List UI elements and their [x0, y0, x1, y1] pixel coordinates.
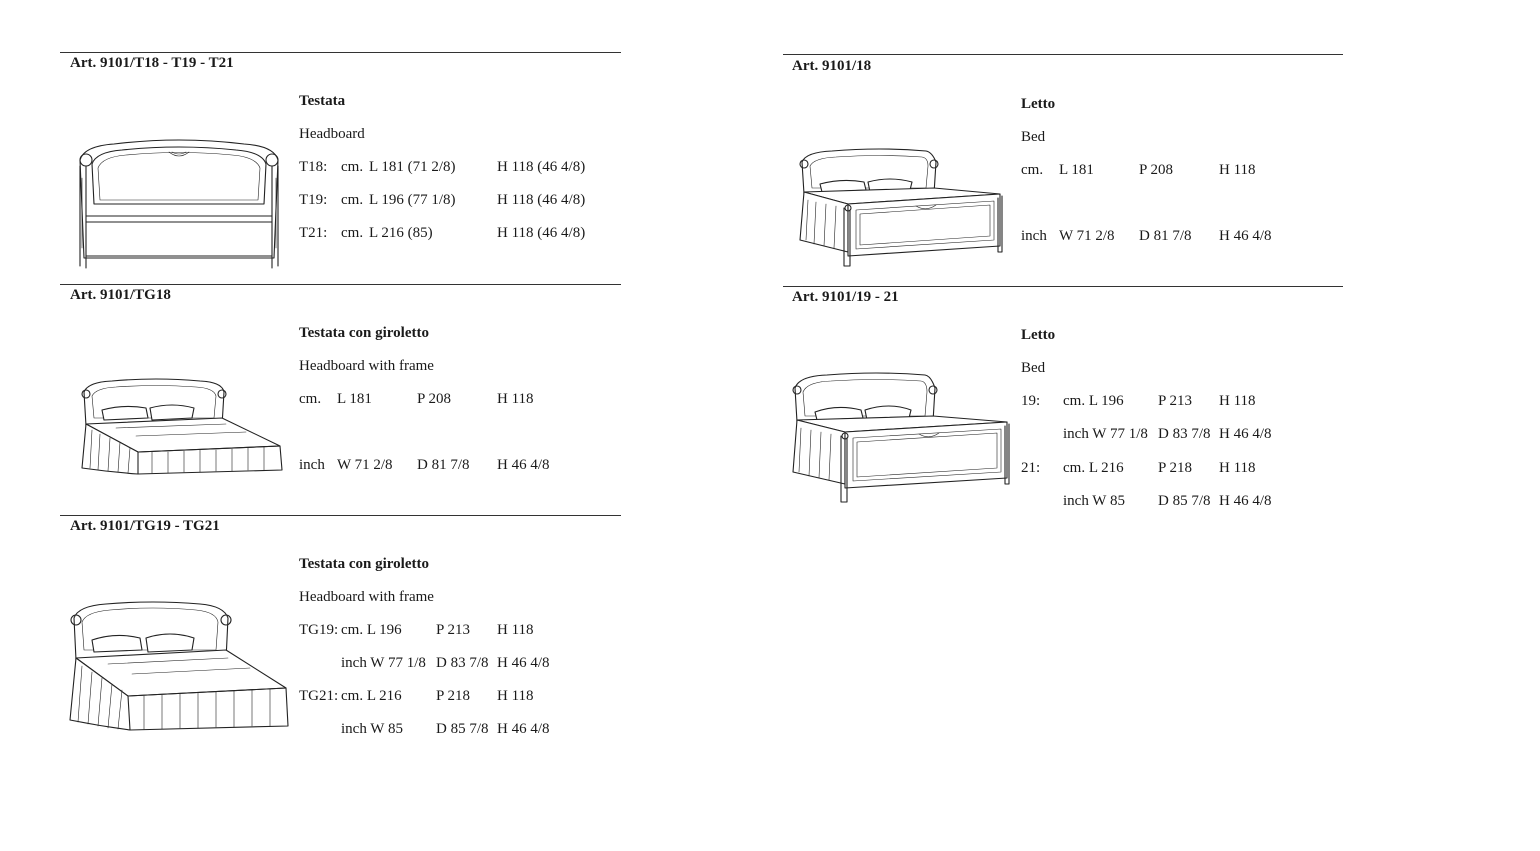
section-divider: [60, 515, 621, 516]
dimension-length: L 181: [1059, 162, 1094, 178]
dimension-height: H 118: [497, 391, 534, 407]
dimension-value: H 118: [1219, 393, 1256, 409]
dimension-code: T19:: [299, 192, 328, 208]
bed-with-cover-drawing: [68, 600, 290, 734]
product-subtitle: Bed: [1021, 360, 1046, 376]
dimension-unit: inch: [1021, 228, 1047, 244]
dimension-unit: cm.: [299, 391, 322, 407]
dimension-depth: D 81 7/8: [1139, 228, 1192, 244]
dimension-value: D 83 7/8: [1158, 426, 1211, 442]
dimension-value: D 85 7/8: [1158, 493, 1211, 509]
dimension-height: H 118 (46 4/8): [497, 159, 586, 175]
bed-drawing: [789, 372, 1015, 506]
dimension-value: cm. L 196: [341, 622, 402, 638]
dimension-value: inch W 85: [341, 721, 403, 737]
dimension-code: T18:: [299, 159, 328, 175]
dimension-value: inch W 77 1/8: [1063, 426, 1148, 442]
dimension-width: W 71 2/8: [337, 457, 393, 473]
dimension-height: H 118 (46 4/8): [497, 225, 586, 241]
dimension-depth: D 81 7/8: [417, 457, 470, 473]
dimension-length: L 181 (71 2/8): [369, 159, 456, 175]
dimension-unit: cm.: [341, 225, 364, 241]
dimension-code: TG21:: [299, 688, 339, 704]
dimension-value: H 46 4/8: [497, 721, 550, 737]
product-subtitle: Headboard with frame: [299, 589, 434, 605]
dimension-value: P 218: [436, 688, 471, 704]
dimension-height: H 118 (46 4/8): [497, 192, 586, 208]
product-title: Testata con giroletto: [299, 325, 429, 341]
dimension-code: 21:: [1021, 460, 1041, 476]
article-code: Art. 9101/19 - 21: [792, 289, 899, 305]
dimension-value: H 118: [497, 622, 534, 638]
dimension-value: P 213: [1158, 393, 1193, 409]
dimension-depth: P 208: [1139, 162, 1174, 178]
dimension-code: 19:: [1021, 393, 1041, 409]
section-divider: [60, 284, 621, 285]
dimension-value: H 46 4/8: [1219, 493, 1272, 509]
product-title: Letto: [1021, 96, 1056, 112]
article-code: Art. 9101/TG19 - TG21: [70, 518, 220, 534]
section-divider: [783, 286, 1343, 287]
dimension-height: H 118: [1219, 162, 1256, 178]
article-code: Art. 9101/T18 - T19 - T21: [70, 55, 234, 71]
dimension-height: H 46 4/8: [497, 457, 550, 473]
dimension-value: D 85 7/8: [436, 721, 489, 737]
product-subtitle: Bed: [1021, 129, 1046, 145]
dimension-unit: inch: [299, 457, 325, 473]
dimension-value: H 46 4/8: [497, 655, 550, 671]
dimension-unit: cm.: [341, 159, 364, 175]
dimension-value: H 118: [1219, 460, 1256, 476]
section-divider: [60, 52, 621, 53]
dimension-unit: cm.: [341, 192, 364, 208]
article-code: Art. 9101/TG18: [70, 287, 171, 303]
dimension-code: TG19:: [299, 622, 339, 638]
dimension-value: cm. L 216: [1063, 460, 1124, 476]
product-title: Testata con giroletto: [299, 556, 429, 572]
dimension-height: H 46 4/8: [1219, 228, 1272, 244]
dimension-value: cm. L 196: [1063, 393, 1124, 409]
dimension-code: T21:: [299, 225, 328, 241]
dimension-unit: cm.: [1021, 162, 1044, 178]
product-subtitle: Headboard with frame: [299, 358, 434, 374]
section-divider: [783, 54, 1343, 55]
dimension-length: L 216 (85): [369, 225, 433, 241]
dimension-value: D 83 7/8: [436, 655, 489, 671]
dimension-depth: P 208: [417, 391, 452, 407]
dimension-value: inch W 77 1/8: [341, 655, 426, 671]
product-subtitle: Headboard: [299, 126, 365, 142]
dimension-value: H 118: [497, 688, 534, 704]
dimension-value: P 218: [1158, 460, 1193, 476]
dimension-value: H 46 4/8: [1219, 426, 1272, 442]
bed-drawing: [796, 148, 1008, 272]
dimension-value: inch W 85: [1063, 493, 1125, 509]
dimension-value: cm. L 216: [341, 688, 402, 704]
dimension-value: P 213: [436, 622, 471, 638]
dimension-length: L 196 (77 1/8): [369, 192, 456, 208]
dimension-length: L 181: [337, 391, 372, 407]
headboard-drawing: [74, 138, 284, 273]
dimension-width: W 71 2/8: [1059, 228, 1115, 244]
product-title: Letto: [1021, 327, 1056, 343]
bed-with-cover-drawing: [76, 378, 286, 476]
article-code: Art. 9101/18: [792, 58, 872, 74]
product-title: Testata: [299, 93, 346, 109]
